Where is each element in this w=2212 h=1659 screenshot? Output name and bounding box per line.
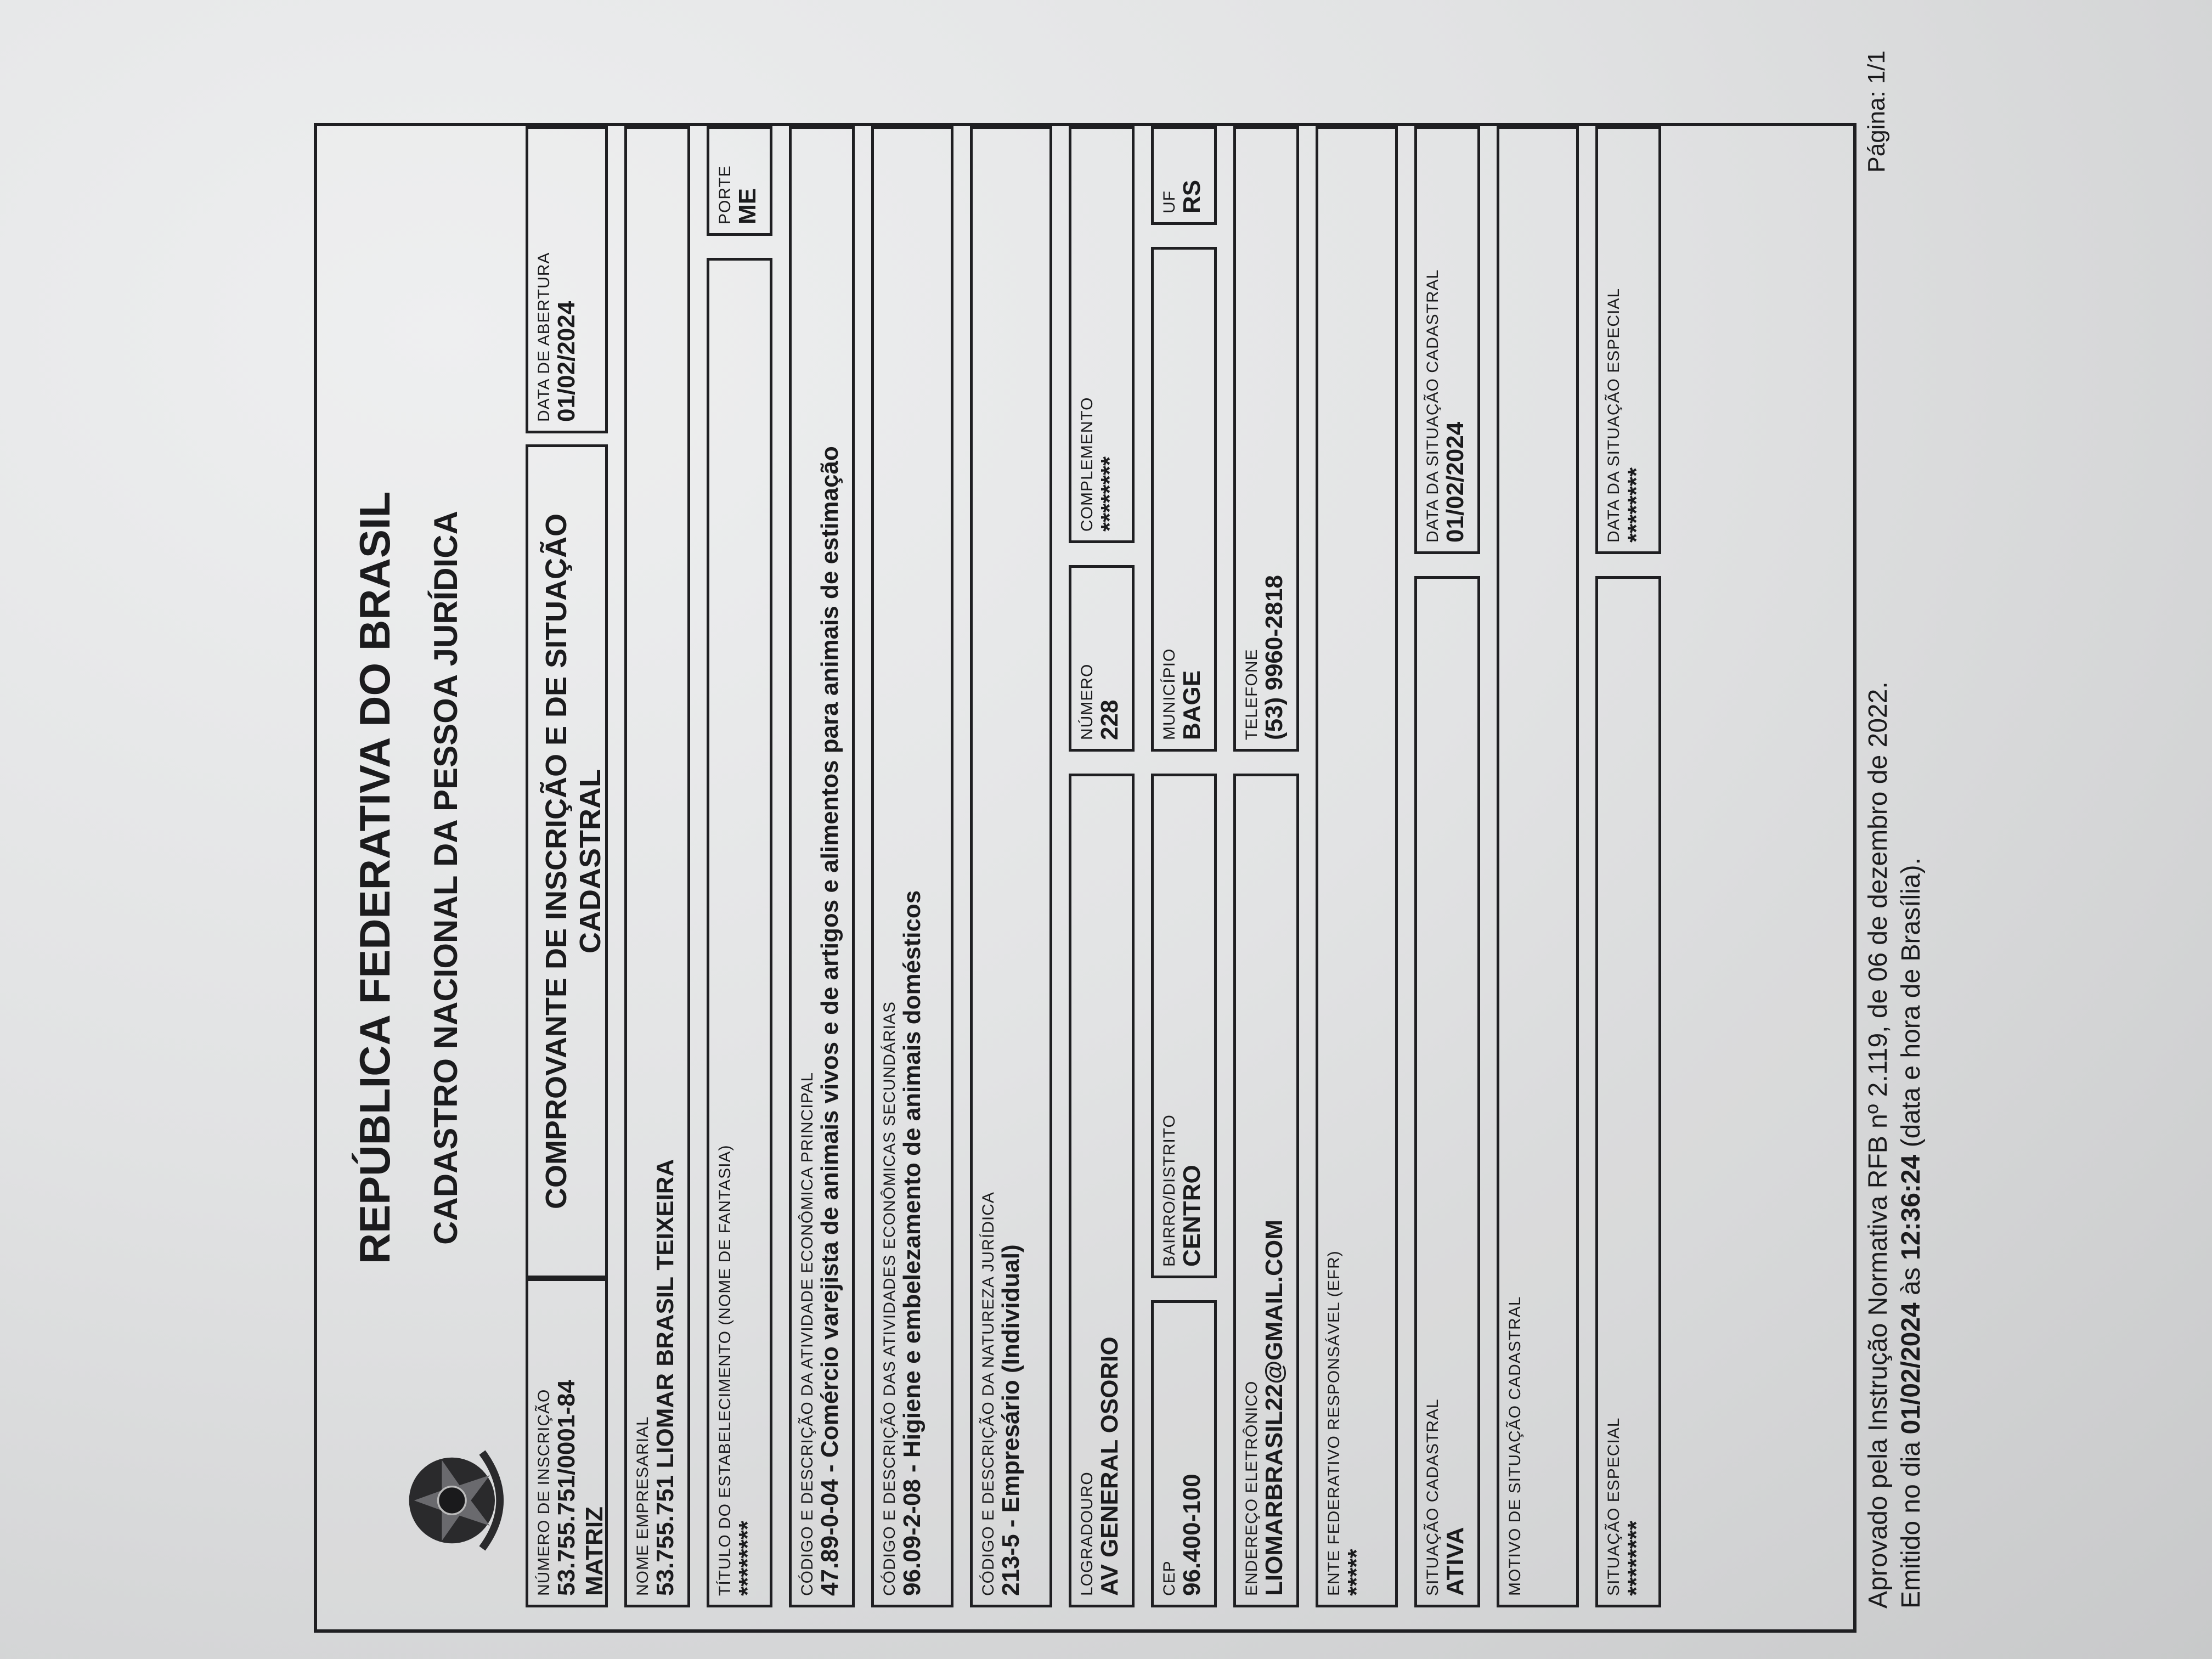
numero-label: NÚMERO xyxy=(1078,663,1096,740)
logradouro-box xyxy=(1069,774,1135,1607)
situacao-value: ATIVA xyxy=(1442,1527,1469,1596)
emission-mid: às xyxy=(1897,1260,1926,1303)
nome-empresarial-box xyxy=(624,126,690,1607)
data-especial-label: DATA DA SITUAÇÃO ESPECIAL xyxy=(1605,287,1623,543)
comprovante-box xyxy=(526,444,608,1278)
telefone-label: TELEFONE xyxy=(1243,648,1261,740)
situacao-especial-box xyxy=(1595,576,1661,1607)
cep-label: CEP xyxy=(1160,1560,1178,1596)
nome-empresarial-label: NOME EMPRESARIAL xyxy=(634,1416,652,1596)
porte-box xyxy=(707,126,772,236)
atividades-secundarias-value: 96.09-2-08 - Higiene e embelezamento de animais domésticos xyxy=(899,890,926,1596)
porte-value: ME xyxy=(734,188,761,224)
motivo-label: MOTIVO DE SITUAÇÃO CADASTRAL xyxy=(1506,1296,1524,1596)
atividades-secundarias-label: CÓDIGO E DESCRIÇÃO DAS ATIVIDADES ECONÔMICAS SECUNDÁRIAS xyxy=(881,1001,899,1596)
logradouro-value: AV GENERAL OSORIO xyxy=(1096,1336,1123,1596)
inscricao-box xyxy=(526,1278,608,1607)
telefone-box xyxy=(1233,126,1299,752)
natureza-label: CÓDIGO E DESCRIÇÃO DA NATUREZA JURÍDICA xyxy=(979,1192,997,1596)
telefone-value: (53) 9960-2818 xyxy=(1261,575,1288,740)
atividade-principal-label: CÓDIGO E DESCRIÇÃO DA ATIVIDADE ECONÔMICA PRINCIPAL xyxy=(798,1071,816,1596)
efr-label: ENTE FEDERATIVO RESPONSÁVEL (EFR) xyxy=(1325,1250,1343,1596)
email-value: LIOMARBRASIL22@GMAIL.COM xyxy=(1261,1220,1288,1596)
bairro-value: CENTRO xyxy=(1178,1165,1205,1267)
numero-box xyxy=(1069,565,1135,752)
complemento-box xyxy=(1069,126,1135,543)
emission-note xyxy=(1896,857,1926,1609)
natureza-box xyxy=(970,126,1052,1607)
bairro-label: BAIRRO/DISTRITO xyxy=(1160,1114,1178,1267)
abertura-value: 01/02/2024 xyxy=(553,301,580,422)
situacao-especial-label: SITUAÇÃO ESPECIAL xyxy=(1605,1417,1623,1596)
municipio-value: BAGE xyxy=(1178,670,1205,740)
abertura-box xyxy=(526,126,608,433)
document-frame xyxy=(314,123,1857,1633)
fantasia-box xyxy=(707,258,772,1607)
natureza-value: 213-5 - Empresário (Individual) xyxy=(997,1244,1024,1596)
atividades-secundarias-box xyxy=(871,126,953,1607)
inscricao-value: 53.755.751/0001-84 xyxy=(553,1380,580,1596)
logradouro-label: LOGRADOURO xyxy=(1078,1471,1096,1596)
uf-box xyxy=(1151,126,1217,225)
republic-title: REPÚBLICA FEDERATIVA DO BRASIL xyxy=(351,491,399,1265)
bairro-box xyxy=(1151,774,1217,1278)
efr-box xyxy=(1316,126,1398,1607)
data-especial-value: ******** xyxy=(1623,467,1650,543)
emission-prefix: Emitido no dia xyxy=(1897,1434,1926,1609)
comprovante-title: COMPROVANTE DE INSCRIÇÃO E DE SITUAÇÃO CADASTRAL xyxy=(540,513,607,1210)
uf-label: UF xyxy=(1160,190,1178,213)
email-label: ENDEREÇO ELETRÔNICO xyxy=(1243,1380,1261,1596)
atividade-principal-box xyxy=(789,126,855,1607)
data-especial-box xyxy=(1595,126,1661,554)
efr-value: ***** xyxy=(1343,1549,1370,1596)
registry-title: CADASTRO NACIONAL DA PESSOA JURÍDICA xyxy=(427,511,464,1245)
data-situacao-box xyxy=(1414,126,1480,554)
numero-value: 228 xyxy=(1096,699,1123,740)
emission-date: 01/02/2024 xyxy=(1897,1302,1926,1435)
porte-label: PORTE xyxy=(716,165,734,224)
emission-time: 12:36:24 xyxy=(1897,1154,1926,1260)
cnpj-document xyxy=(311,18,1926,1641)
municipio-box xyxy=(1151,247,1217,752)
email-box xyxy=(1233,774,1299,1607)
situacao-box xyxy=(1414,576,1480,1607)
cep-box xyxy=(1151,1300,1217,1607)
cep-value: 96.400-100 xyxy=(1178,1474,1205,1596)
motivo-box xyxy=(1497,126,1579,1607)
municipio-label: MUNICÍPIO xyxy=(1160,648,1178,740)
atividade-principal-value: 47.89-0-04 - Comércio varejista de animais vivos e de artigos e alimentos para animais de estimação xyxy=(816,446,843,1596)
approval-note: Aprovado pela Instrução Normativa RFB nº 2.119, de 06 de dezembro de 2022. xyxy=(1864,681,1893,1609)
data-situacao-value: 01/02/2024 xyxy=(1442,421,1469,543)
complemento-value: ******** xyxy=(1096,456,1123,532)
emission-suffix: (data e hora de Brasília). xyxy=(1897,857,1926,1155)
inscricao-type: MATRIZ xyxy=(580,1506,608,1596)
complemento-label: COMPLEMENTO xyxy=(1078,397,1096,532)
abertura-label: DATA DE ABERTURA xyxy=(535,252,553,422)
inscricao-label: NÚMERO DE INSCRIÇÃO xyxy=(535,1389,553,1596)
situacao-label: SITUAÇÃO CADASTRAL xyxy=(1424,1398,1442,1596)
data-situacao-label: DATA DA SITUAÇÃO CADASTRAL xyxy=(1424,269,1442,543)
fantasia-value: ******** xyxy=(734,1521,761,1596)
uf-value: RS xyxy=(1178,179,1205,213)
page-number: Página: 1/1 xyxy=(1863,50,1890,173)
fantasia-label: TÍTULO DO ESTABELECIMENTO (NOME DE FANTASIA) xyxy=(716,1144,734,1596)
situacao-especial-value: ******** xyxy=(1623,1521,1650,1596)
nome-empresarial-value: 53.755.751 LIOMAR BRASIL TEIXEIRA xyxy=(652,1159,679,1596)
